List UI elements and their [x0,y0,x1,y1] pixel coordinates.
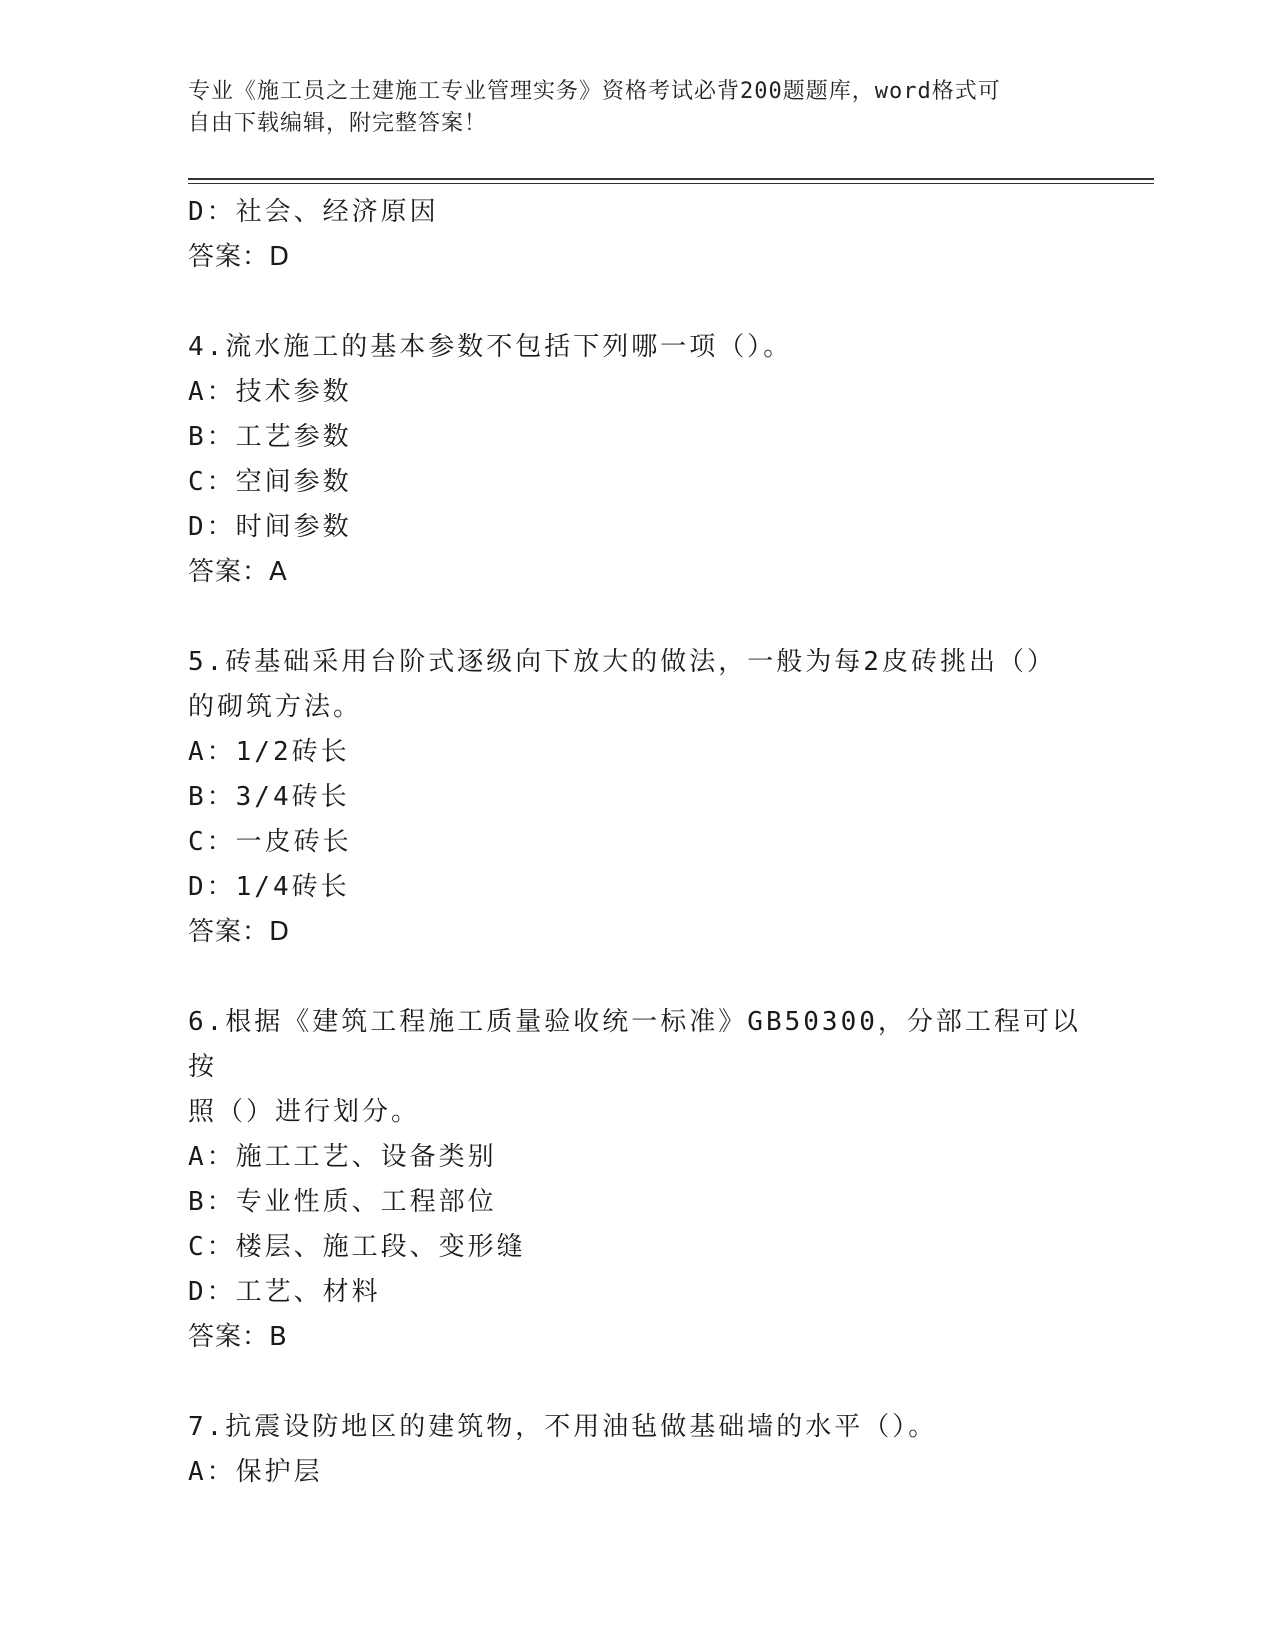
question-stem: 5.砖基础采用台阶式逐级向下放大的做法，一般为每2皮砖挑出（） [188,647,1056,677]
option-d: D：社会、经济原因 [188,197,439,227]
option-c: C：一皮砖长 [188,827,352,857]
header-line-2: 自由下载编辑，附完整答案！ [188,111,488,136]
option-c: C：楼层、施工段、变形缝 [188,1232,526,1262]
question-stem-continued: 照（）进行划分。 [188,1097,421,1127]
option-d: D：时间参数 [188,512,352,542]
spacer [188,280,1088,325]
option-d: D：工艺、材料 [188,1277,381,1307]
option-b: B：专业性质、工程部位 [188,1187,497,1217]
answer-line: 答案：D [188,917,291,947]
question-content [188,190,1088,1495]
option-a: A：施工工艺、设备类别 [188,1142,497,1172]
question-stem: 7.抗震设防地区的建筑物，不用油毡做基础墙的水平（）。 [188,1412,938,1442]
question-stem: 6.根据《建筑工程施工质量验收统一标准》GB50300，分部工程可以按 [188,1007,1081,1082]
answer-line: 答案：B [188,1322,288,1352]
document-header [188,76,1068,140]
question-stem-continued: 的砌筑方法。 [188,692,363,722]
option-d: D：1/4砖长 [188,872,350,902]
spacer [188,955,1088,1000]
option-a: A：保护层 [188,1457,323,1487]
spacer [188,595,1088,640]
header-divider-thin [188,183,1154,184]
spacer [188,1360,1088,1405]
answer-line: 答案：A [188,557,288,587]
option-b: B：3/4砖长 [188,782,350,812]
option-b: B：工艺参数 [188,422,352,452]
question-stem: 4.流水施工的基本参数不包括下列哪一项（）。 [188,332,793,362]
option-a: A：技术参数 [188,377,352,407]
option-a: A：1/2砖长 [188,737,350,767]
answer-line: 答案：D [188,242,291,272]
option-c: C：空间参数 [188,467,352,497]
header-line-1: 专业《施工员之土建施工专业管理实务》资格考试必背200题题库，word格式可 [188,79,1001,104]
header-divider-thick [188,178,1154,180]
